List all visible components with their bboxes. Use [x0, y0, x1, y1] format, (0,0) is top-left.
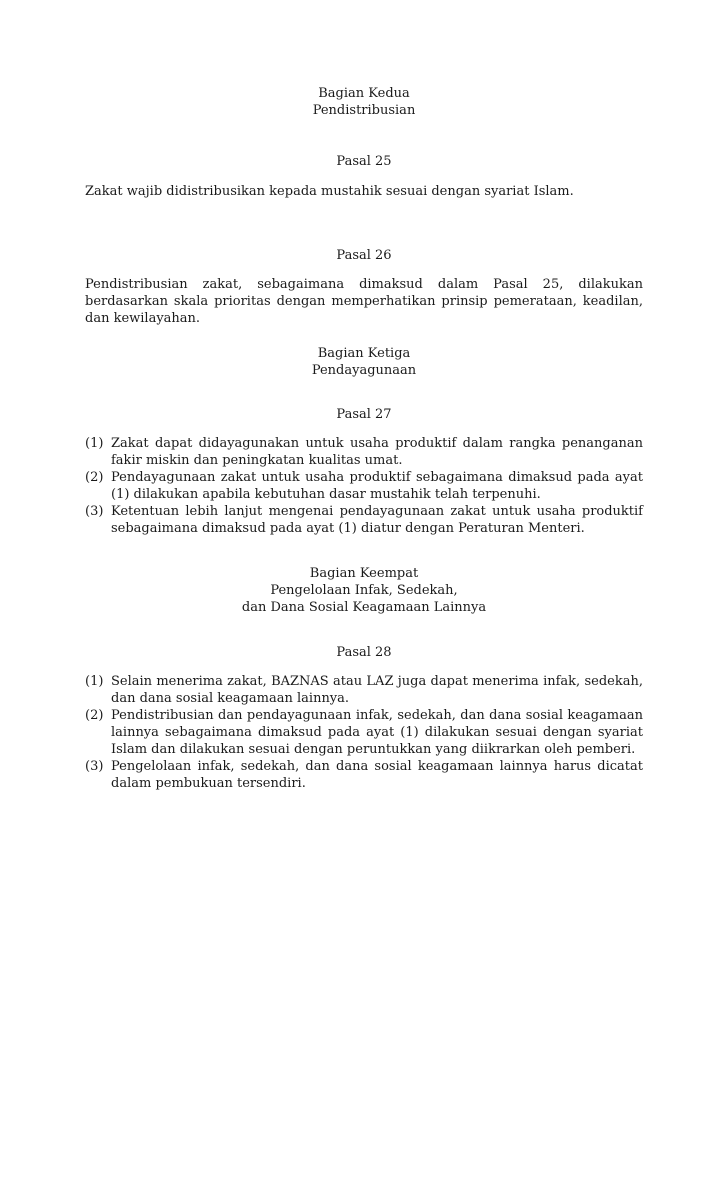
item-number: (3) [85, 504, 104, 519]
list-item [85, 469, 643, 503]
list-item [85, 503, 643, 537]
bagian-keempat-label: Bagian Keempat [309, 566, 419, 581]
bagian-kedua-label: Bagian Kedua [318, 86, 410, 101]
item-text: Pendayagunaan zakat untuk usaha produktif sebagaimana dimaksud pada ayat (1) dilakukan apabila kebutuhan dasar mustahik telah terpenuhi. [111, 470, 643, 502]
section-heading-bagian-kedua [225, 85, 503, 119]
item-text: Selain menerima zakat, BAZNAS atau LAZ juga dapat menerima infak, sedekah, dan dana sosial keagamaan lainnya. [111, 674, 643, 706]
item-text: Pengelolaan infak, sedekah, dan dana sosial keagamaan lainnya harus dicatat dalam pembukuan tersendiri. [111, 759, 643, 791]
item-number: (2) [85, 470, 104, 485]
section-heading-bagian-keempat [185, 565, 543, 616]
item-number: (3) [85, 759, 104, 774]
pasal-28-list [85, 673, 643, 792]
bagian-ketiga-title: Pendayagunaan [311, 363, 417, 378]
bagian-keempat-title-line2: dan Dana Sosial Keagamaan Lainnya [241, 600, 487, 615]
item-text: Pendistribusian dan pendayagunaan infak, sedekah, dan dana sosial keagamaan lainnya sebagaimana dimaksud pada ayat (1) dilakukan sesuai dengan syariat Islam dan dilakukan sesuai dengan peruntukkan yang diikrarkan oleh pemberi. [111, 708, 643, 757]
bagian-ketiga-label: Bagian Ketiga [317, 346, 411, 361]
pasal-25-title: Pasal 25 [336, 154, 392, 169]
list-item [85, 435, 643, 469]
pasal-27-list [85, 435, 643, 537]
pasal-26-title: Pasal 26 [336, 248, 392, 263]
bagian-kedua-title: Pendistribusian [312, 103, 416, 118]
item-number: (1) [85, 674, 104, 689]
bagian-keempat-title-line1: Pengelolaan Infak, Sedekah, [270, 583, 458, 598]
pasal-25-text: Zakat wajib didistribusikan kepada mustahik sesuai dengan syariat Islam. [85, 184, 574, 199]
pasal-26-text: Pendistribusian zakat, sebagaimana dimaksud dalam Pasal 25, dilakukan berdasarkan skala prioritas dengan memperhatikan prinsip pemerataan, keadilan, dan kewilayahan. [85, 277, 643, 326]
item-text: Zakat dapat didayagunakan untuk usaha produktif dalam rangka penanganan fakir miskin dan peningkatan kualitas umat. [111, 436, 643, 468]
list-item [85, 707, 643, 758]
pasal-27-title: Pasal 27 [336, 407, 392, 422]
pasal-28-title: Pasal 28 [336, 645, 392, 660]
item-number: (1) [85, 436, 104, 451]
list-item [85, 673, 643, 707]
list-item [85, 758, 643, 792]
section-heading-bagian-ketiga [225, 345, 503, 379]
item-text: Ketentuan lebih lanjut mengenai pendayagunaan zakat untuk usaha produktif sebagaimana dimaksud pada ayat (1) diatur dengan Peraturan Menteri. [111, 504, 643, 536]
document-content [85, 85, 643, 792]
item-number: (2) [85, 708, 104, 723]
